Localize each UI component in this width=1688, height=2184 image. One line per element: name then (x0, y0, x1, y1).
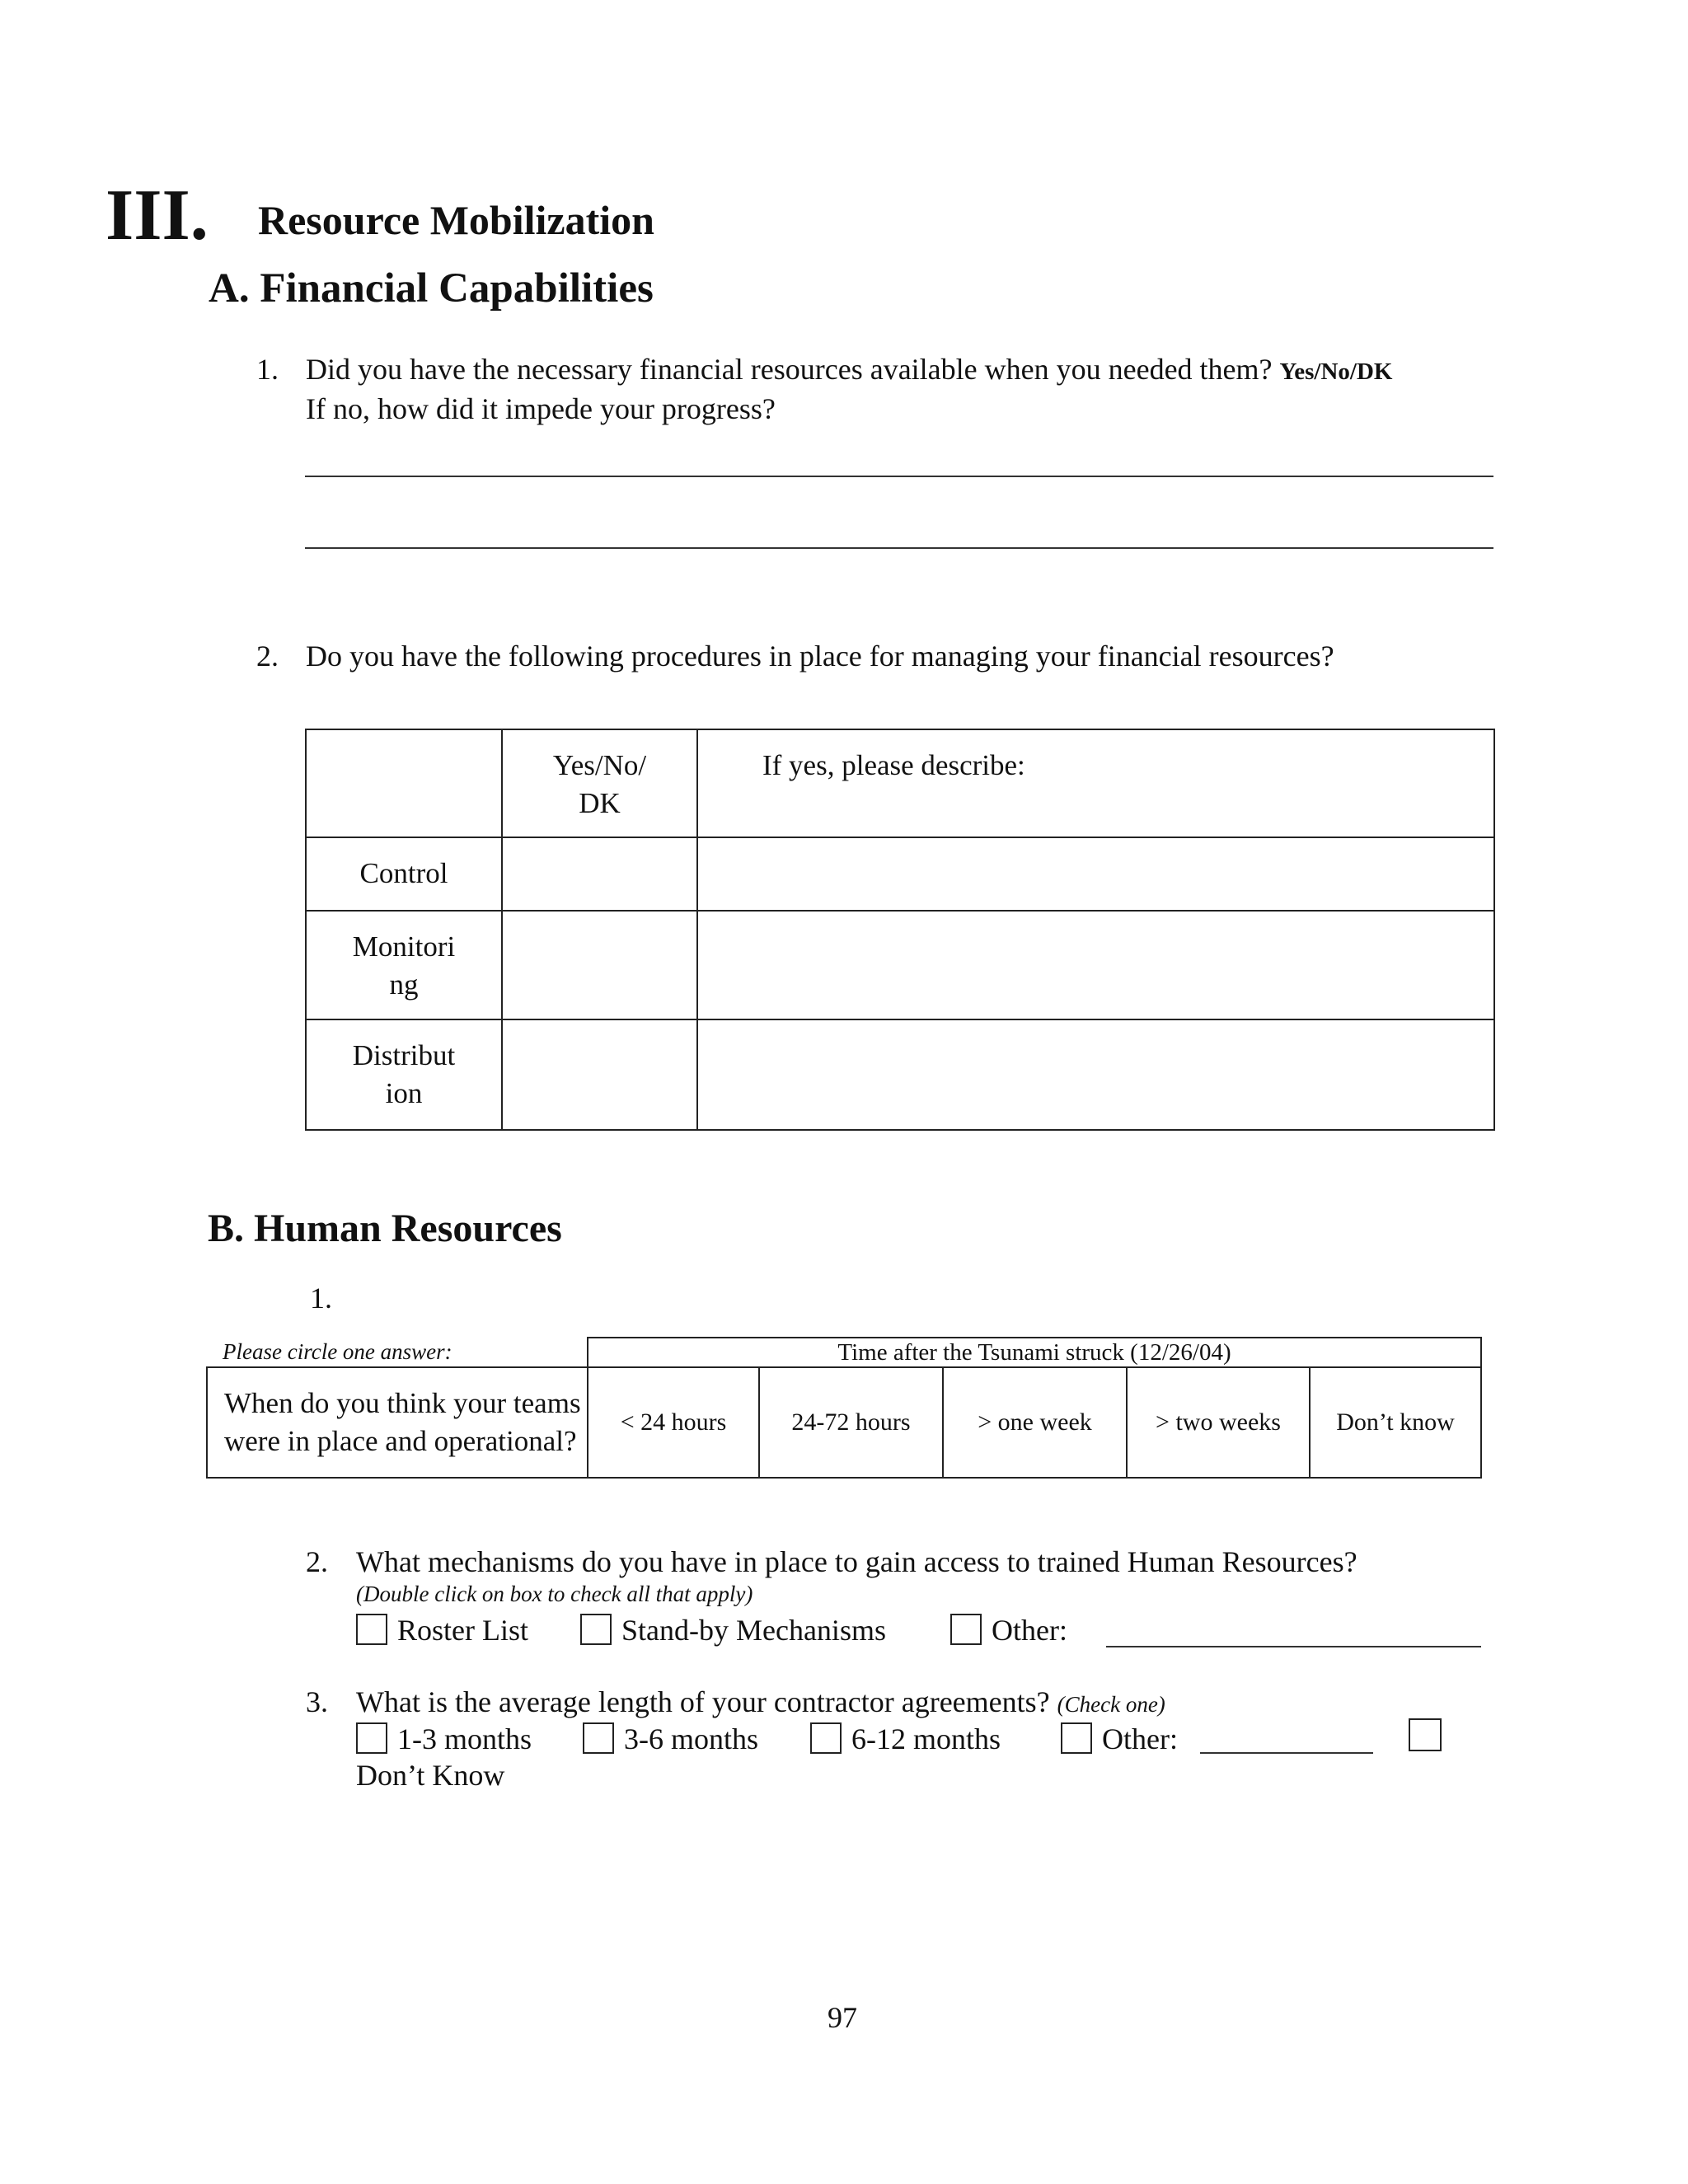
standby-option[interactable] (580, 1614, 886, 1645)
hr-q2-text: What mechanisms do you have in place to gain access to trained Human Resources? (356, 1545, 1357, 1578)
fin-q1-number: 1. (256, 353, 279, 386)
human-heading: B. Human Resources (208, 1207, 562, 1250)
checkbox[interactable] (1061, 1722, 1092, 1754)
answer-option[interactable]: > two weeks (1127, 1367, 1310, 1478)
hr-timing-table (206, 1337, 1482, 1479)
hr-q1-number: 1. (310, 1282, 332, 1315)
option-label: Stand-by Mechanisms (621, 1614, 886, 1647)
hr-q3-text (356, 1687, 1165, 1717)
hr-q3-note: (Check one) (1057, 1692, 1165, 1717)
row-label-line: ng (389, 968, 419, 1001)
checkbox[interactable] (356, 1722, 387, 1754)
other-length-line[interactable] (1200, 1752, 1373, 1754)
fin-q1-text (306, 354, 1392, 384)
checkbox[interactable] (580, 1614, 612, 1645)
option-1-3-months[interactable] (356, 1722, 532, 1754)
dont-know-label: Don’t Know (356, 1759, 505, 1792)
hr-q3-number: 3. (306, 1685, 328, 1718)
hr-q2-number: 2. (306, 1545, 328, 1578)
page-number: 97 (828, 2001, 857, 2034)
describe-cell[interactable] (697, 1019, 1494, 1130)
hr-q2-note: (Double click on box to check all that apply) (356, 1582, 753, 1606)
option-label: Other: (992, 1614, 1067, 1647)
header-ynd-line1: Yes/No/ (552, 749, 647, 781)
answer-option[interactable]: > one week (943, 1367, 1127, 1478)
header-empty-cell (306, 729, 502, 837)
describe-cell[interactable] (697, 837, 1494, 911)
option-label: 1-3 months (397, 1722, 532, 1755)
describe-cell[interactable] (697, 911, 1494, 1019)
option-label: 6-12 months (851, 1722, 1001, 1755)
table-row (306, 837, 1494, 911)
option-label: Roster List (397, 1614, 528, 1647)
header-ynd (502, 729, 697, 837)
fin-q2-text: Do you have the following procedures in place for managing your financial resources? (306, 640, 1334, 673)
checkbox[interactable] (810, 1722, 842, 1754)
financial-heading: A. Financial Capabilities (209, 265, 654, 312)
row-label-line: ion (385, 1077, 423, 1109)
hr-answer-row (207, 1367, 1481, 1478)
fin-q2-number: 2. (256, 640, 279, 673)
row-label (306, 1019, 502, 1130)
fin-q1-followup: If no, how did it impede your progress? (306, 392, 776, 425)
option-6-12-months[interactable] (810, 1722, 1001, 1754)
table-row (306, 1019, 1494, 1130)
row-label (306, 837, 502, 911)
answer-line-2[interactable] (305, 547, 1493, 549)
hr-time-header: Time after the Tsunami struck (12/26/04) (588, 1338, 1481, 1367)
option-3-6-months[interactable] (583, 1722, 758, 1754)
row-label-line: Control (359, 857, 448, 889)
fin-q1-question: Did you have the necessary financial resources available when you needed them? (306, 353, 1273, 386)
ynd-cell[interactable] (502, 1019, 697, 1130)
hr-table-header-row (207, 1338, 1481, 1367)
section-number: III. (106, 176, 209, 255)
hr-q1-instruction: Please circle one answer: (223, 1339, 452, 1364)
hr-q1-question: When do you think your teams were in place and operational? (207, 1367, 588, 1478)
option-label: Other: (1102, 1722, 1178, 1755)
roster-list-option[interactable] (356, 1614, 528, 1645)
dont-know-checkbox[interactable] (1409, 1718, 1442, 1751)
financial-procedures-table (305, 729, 1495, 1131)
hr-q3-question: What is the average length of your contractor agreements? (356, 1685, 1050, 1718)
hr-header-spacer (207, 1338, 588, 1367)
checkbox[interactable] (950, 1614, 982, 1645)
answer-line-1[interactable] (305, 476, 1493, 477)
checkbox[interactable] (356, 1614, 387, 1645)
ynd-cell[interactable] (502, 837, 697, 911)
fin-q1-options: Yes/No/DK (1279, 359, 1393, 385)
other-answer-line[interactable] (1106, 1646, 1481, 1647)
section-title: Resource Mobilization (258, 197, 654, 243)
answer-option[interactable]: Don’t know (1310, 1367, 1481, 1478)
option-label: 3-6 months (624, 1722, 759, 1755)
row-label (306, 911, 502, 1019)
option-other[interactable] (1061, 1722, 1178, 1754)
header-describe: If yes, please describe: (697, 729, 1494, 837)
answer-option[interactable]: 24-72 hours (759, 1367, 943, 1478)
row-label-line: Distribut (352, 1039, 456, 1071)
row-label-line: Monitori (352, 930, 456, 963)
header-ynd-line2: DK (579, 787, 621, 819)
checkbox[interactable] (583, 1722, 614, 1754)
ynd-cell[interactable] (502, 911, 697, 1019)
table-row (306, 911, 1494, 1019)
answer-option[interactable]: < 24 hours (588, 1367, 759, 1478)
other-option[interactable] (950, 1614, 1067, 1645)
table-header-row (306, 729, 1494, 837)
